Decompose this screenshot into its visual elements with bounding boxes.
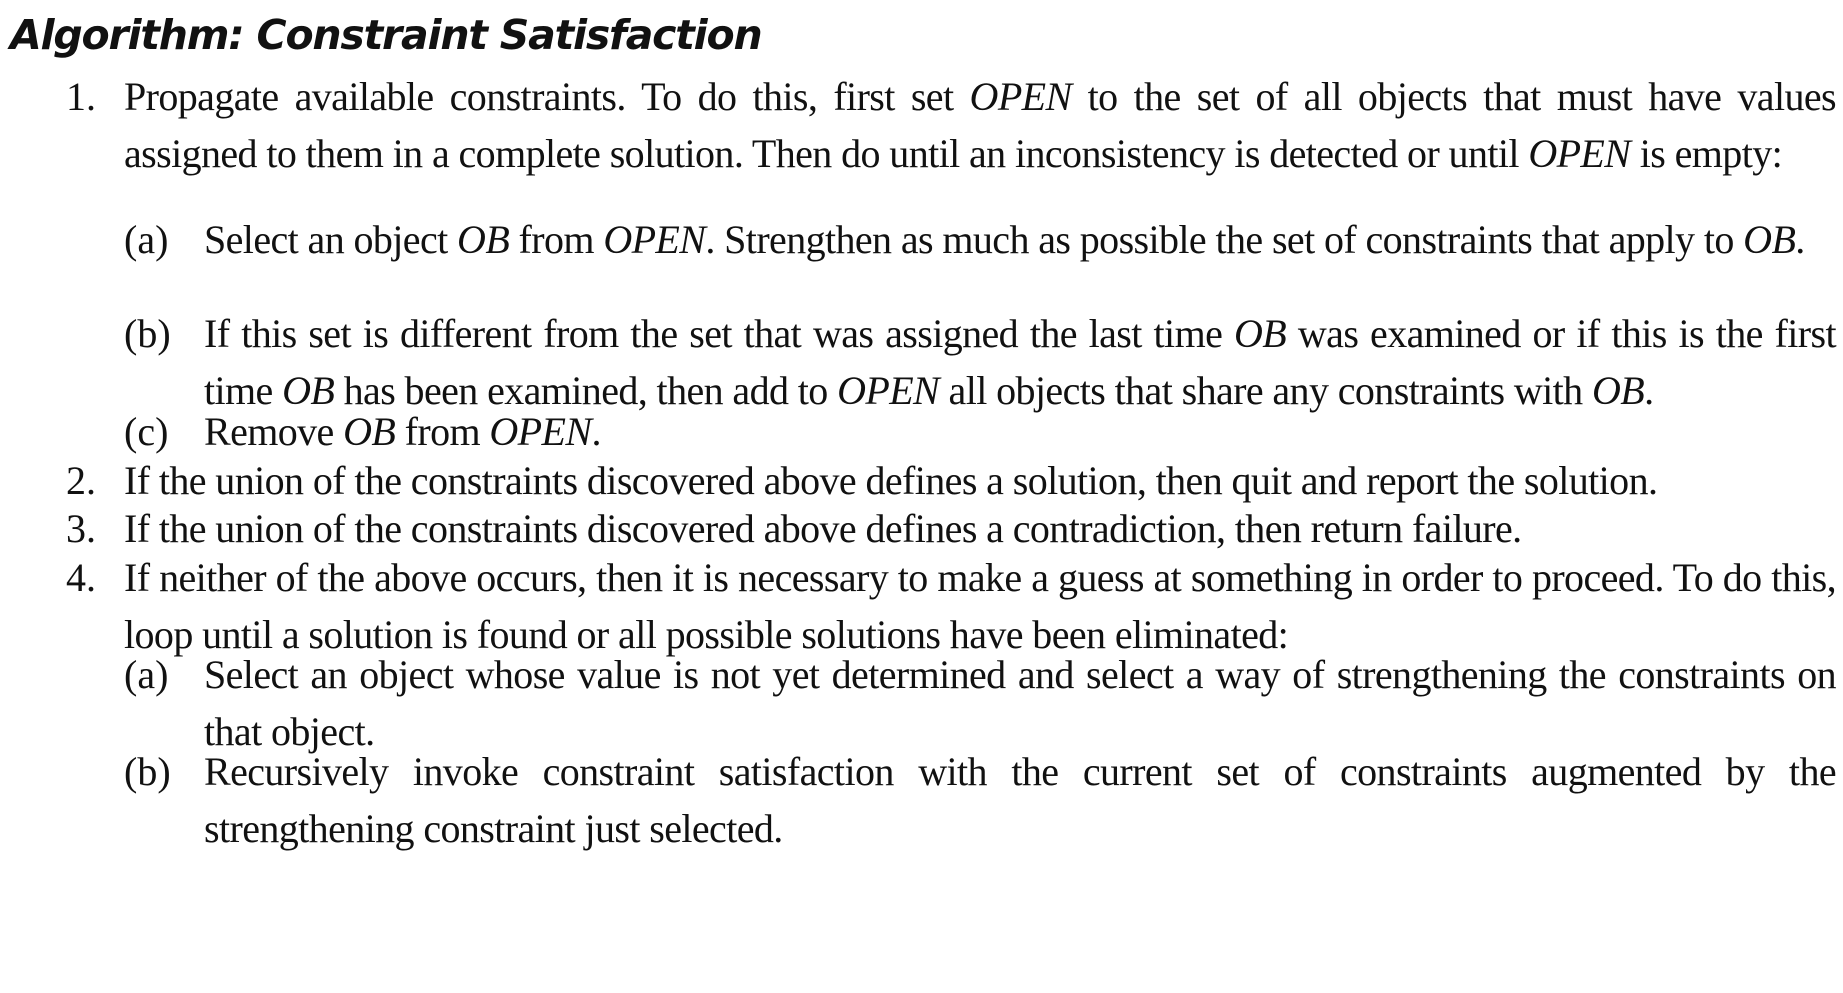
- step-1a-label: (a): [124, 217, 169, 262]
- open-term: OPEN: [603, 217, 706, 262]
- step-1-text-part: to the set of all objects that must have values assigned to them in a complete solution. Then do until an inconsistency is detected or until: [124, 74, 1836, 176]
- step-1b-text-part: If this set is different from the set that was assigned the last time: [204, 311, 1234, 356]
- ob-term: OB: [1234, 311, 1287, 356]
- step-4a-label: (a): [124, 652, 169, 697]
- step-4-number: 4.: [66, 555, 96, 600]
- step-1b-text-part: all objects that share any constraints with: [939, 368, 1592, 413]
- step-1-number: 1.: [66, 74, 96, 119]
- open-term: OPEN: [489, 409, 592, 454]
- step-1-text-part: Propagate available constraints. To do this, first set: [124, 74, 970, 119]
- step-3-text: If the union of the constraints discovered above defines a contradiction, then return failure.: [124, 506, 1522, 551]
- step-1b-label: (b): [124, 311, 171, 356]
- ob-term: OB: [282, 368, 335, 413]
- step-1c-text-part: .: [591, 409, 601, 454]
- ob-term: OB: [1743, 217, 1796, 262]
- ob-term: OB: [343, 409, 396, 454]
- step-1a-text-part: . Strengthen as much as possible the set of constraints that apply to: [705, 217, 1744, 262]
- step-4-text: If neither of the above occurs, then it is necessary to make a guess at something in order to proceed. To do this, loop until a solution is found or all possible solutions have been eliminated:: [124, 555, 1836, 657]
- step-1b-text-part: .: [1644, 368, 1654, 413]
- step-1a-text-part: from: [509, 217, 604, 262]
- ob-term: OB: [1591, 368, 1645, 413]
- step-1c-text-part: from: [395, 409, 490, 454]
- step-1b-text-part: was examined or if this is the first time: [204, 311, 1836, 413]
- step-1-text: [124, 68, 1836, 182]
- step-1a-text-part: Select an object: [204, 217, 458, 262]
- algorithm-title: Algorithm: Constraint Satisfaction: [10, 11, 762, 59]
- step-2-number: 2.: [66, 458, 96, 503]
- step-1c-text-part: Remove: [204, 409, 344, 454]
- step-3-number: 3.: [66, 506, 96, 551]
- step-4b-text: Recursively invoke constraint satisfaction with the current set of constraints augmented by the strengthening constraint just selected.: [204, 749, 1836, 851]
- open-term: OPEN: [969, 74, 1072, 119]
- step-1-text-part: is empty:: [1630, 131, 1783, 176]
- step-4b-label: (b): [124, 749, 171, 794]
- step-1a-text-part: .: [1795, 217, 1805, 262]
- step-2-text: If the union of the constraints discovered above defines a solution, then quit and report the solution.: [124, 458, 1658, 503]
- open-term: OPEN: [1528, 131, 1631, 176]
- step-1b-text-part: has been examined, then add to: [334, 368, 838, 413]
- step-1b-text: [204, 305, 1836, 419]
- ob-term: OB: [457, 217, 510, 262]
- open-term: OPEN: [837, 368, 940, 413]
- step-1c-label: (c): [124, 409, 169, 454]
- step-1a-text: [204, 211, 1836, 268]
- step-4a-text: Select an object whose value is not yet determined and select a way of strengthening the constraints on that object.: [204, 652, 1836, 754]
